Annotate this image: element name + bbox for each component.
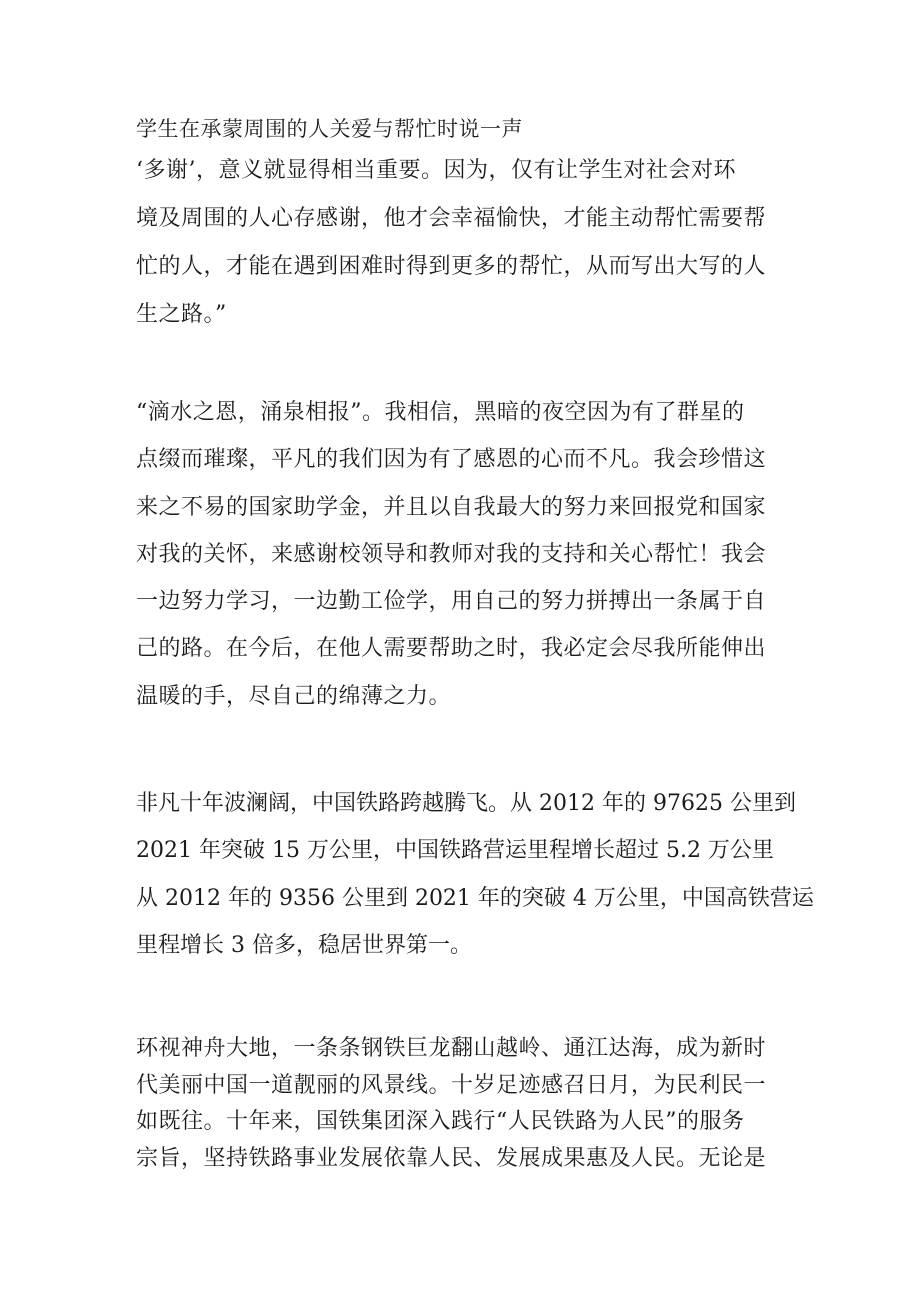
text-line: 生之路。” — [136, 302, 227, 327]
text-line: 2021 年突破 15 万公里，中国铁路营运里程增长超过 5.2 万公里 — [136, 838, 774, 864]
text-line: 宗旨，坚持铁路事业发展依靠人民、发展成果惠及人民。无论是 — [136, 1145, 767, 1171]
text-line: 温暖的手，尽自己的绵薄之力。 — [136, 683, 452, 709]
text-line: 一边努力学习，一边勤工俭学，用自己的努力拼搏出一条属于自 — [136, 589, 767, 615]
text-line: 己的路。在今后，在他人需要帮助之时，我必定会尽我所能伸出 — [136, 636, 767, 662]
paragraph-repay-kindness — [136, 398, 796, 729]
text-line: 环视神舟大地，一条条钢铁巨龙翻山越岭、通江达海，成为新时 — [136, 1036, 767, 1061]
paragraph-steel-dragon — [136, 1035, 796, 1181]
text-line: 学生在承蒙周围的人关爱与帮忙时说一声 — [136, 117, 523, 141]
paragraph-railway-decade — [136, 789, 814, 978]
text-line: 点缀而璀璨，平凡的我们因为有了感恩的心而不凡。我会珍惜这 — [136, 447, 767, 473]
text-line: “滴水之恩，涌泉相报”。我相信，黑暗的夜空因为有了群星的 — [136, 400, 745, 425]
text-line: 里程增长 3 倍多，稳居世界第一。 — [136, 932, 472, 958]
text-line: ‘多谢’，意义就显得相当重要。因为，仅有让学生对社会对环 — [136, 158, 736, 183]
text-line: 如既往。十年来，国铁集团深入践行“人民铁路为人民”的服务 — [136, 1109, 745, 1134]
text-line: 非凡十年波澜阔，中国铁路跨越腾飞。从 2012 年的 97625 公里到 — [136, 791, 796, 816]
text-line: 忙的人，才能在遇到困难时得到更多的帮忙，从而写出大写的人 — [136, 254, 767, 279]
paragraph-gratitude-thanks — [136, 114, 796, 348]
text-line: 对我的关怀，来感谢校领导和教师对我的支持和关心帮忙！我会 — [136, 541, 767, 567]
text-line: 境及周围的人心存感谢，他才会幸福愉快，才能主动帮忙需要帮 — [136, 206, 767, 231]
text-line: 代美丽中国一道靓丽的风景线。十岁足迹感召日月，为民利民一 — [136, 1072, 767, 1098]
text-line: 来之不易的国家助学金，并且以自我最大的努力来回报党和国家 — [136, 494, 767, 520]
text-line: 从 2012 年的 9356 公里到 2021 年的突破 4 万公里，中国高铁营运 — [136, 885, 814, 911]
